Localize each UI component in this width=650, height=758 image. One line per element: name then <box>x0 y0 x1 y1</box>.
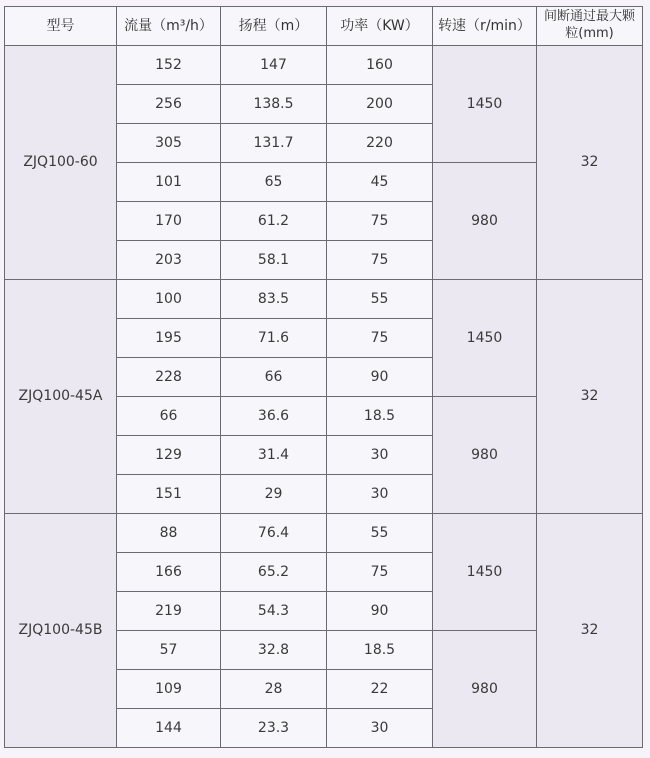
power-cell: 18.5 <box>327 397 433 436</box>
speed-cell: 980 <box>433 397 537 514</box>
head-cell: 54.3 <box>221 592 327 631</box>
flow-cell: 100 <box>117 280 221 319</box>
header-flow: 流量（m³/h） <box>117 7 221 46</box>
model-cell: ZJQ100-60 <box>5 46 117 280</box>
table-row <box>5 46 643 85</box>
table-body <box>5 46 643 748</box>
power-cell: 75 <box>327 319 433 358</box>
power-cell: 30 <box>327 709 433 748</box>
flow-cell: 228 <box>117 358 221 397</box>
flow-cell: 256 <box>117 85 221 124</box>
head-cell: 131.7 <box>221 124 327 163</box>
speed-cell: 1450 <box>433 46 537 163</box>
speed-cell: 1450 <box>433 514 537 631</box>
power-cell: 55 <box>327 280 433 319</box>
flow-cell: 170 <box>117 202 221 241</box>
head-cell: 32.8 <box>221 631 327 670</box>
head-cell: 138.5 <box>221 85 327 124</box>
head-cell: 58.1 <box>221 241 327 280</box>
flow-cell: 305 <box>117 124 221 163</box>
table-row <box>5 280 643 319</box>
flow-cell: 166 <box>117 553 221 592</box>
head-cell: 76.4 <box>221 514 327 553</box>
power-cell: 160 <box>327 46 433 85</box>
header-particle <box>537 7 643 46</box>
flow-cell: 219 <box>117 592 221 631</box>
power-cell: 18.5 <box>327 631 433 670</box>
table-row <box>5 514 643 553</box>
power-cell: 30 <box>327 436 433 475</box>
power-cell: 30 <box>327 475 433 514</box>
speed-cell: 980 <box>433 631 537 748</box>
head-cell: 147 <box>221 46 327 85</box>
power-cell: 75 <box>327 241 433 280</box>
head-cell: 83.5 <box>221 280 327 319</box>
flow-cell: 57 <box>117 631 221 670</box>
power-cell: 220 <box>327 124 433 163</box>
model-cell: ZJQ100-45A <box>5 280 117 514</box>
header-model: 型号 <box>5 7 117 46</box>
flow-cell: 88 <box>117 514 221 553</box>
head-cell: 71.6 <box>221 319 327 358</box>
speed-cell: 980 <box>433 163 537 280</box>
particle-cell: 32 <box>537 46 643 280</box>
head-cell: 61.2 <box>221 202 327 241</box>
flow-cell: 195 <box>117 319 221 358</box>
power-cell: 55 <box>327 514 433 553</box>
particle-cell: 32 <box>537 514 643 748</box>
spec-table-container <box>4 6 643 748</box>
head-cell: 36.6 <box>221 397 327 436</box>
power-cell: 90 <box>327 592 433 631</box>
flow-cell: 129 <box>117 436 221 475</box>
head-cell: 29 <box>221 475 327 514</box>
flow-cell: 144 <box>117 709 221 748</box>
head-cell: 28 <box>221 670 327 709</box>
flow-cell: 152 <box>117 46 221 85</box>
head-cell: 31.4 <box>221 436 327 475</box>
flow-cell: 101 <box>117 163 221 202</box>
flow-cell: 203 <box>117 241 221 280</box>
head-cell: 66 <box>221 358 327 397</box>
header-head: 扬程（m） <box>221 7 327 46</box>
flow-cell: 151 <box>117 475 221 514</box>
header-row <box>5 7 643 46</box>
model-cell: ZJQ100-45B <box>5 514 117 748</box>
power-cell: 75 <box>327 553 433 592</box>
power-cell: 75 <box>327 202 433 241</box>
power-cell: 200 <box>327 85 433 124</box>
flow-cell: 109 <box>117 670 221 709</box>
flow-cell: 66 <box>117 397 221 436</box>
pump-spec-table <box>4 6 643 748</box>
speed-cell: 1450 <box>433 280 537 397</box>
head-cell: 23.3 <box>221 709 327 748</box>
power-cell: 90 <box>327 358 433 397</box>
head-cell: 65 <box>221 163 327 202</box>
header-power: 功率（KW） <box>327 7 433 46</box>
head-cell: 65.2 <box>221 553 327 592</box>
power-cell: 45 <box>327 163 433 202</box>
power-cell: 22 <box>327 670 433 709</box>
particle-cell: 32 <box>537 280 643 514</box>
header-speed: 转速（r/min） <box>433 7 537 46</box>
header-particle-line1: 间断通过最大颗 <box>543 9 635 25</box>
header-particle-line2: 粒(mm) <box>565 26 614 41</box>
